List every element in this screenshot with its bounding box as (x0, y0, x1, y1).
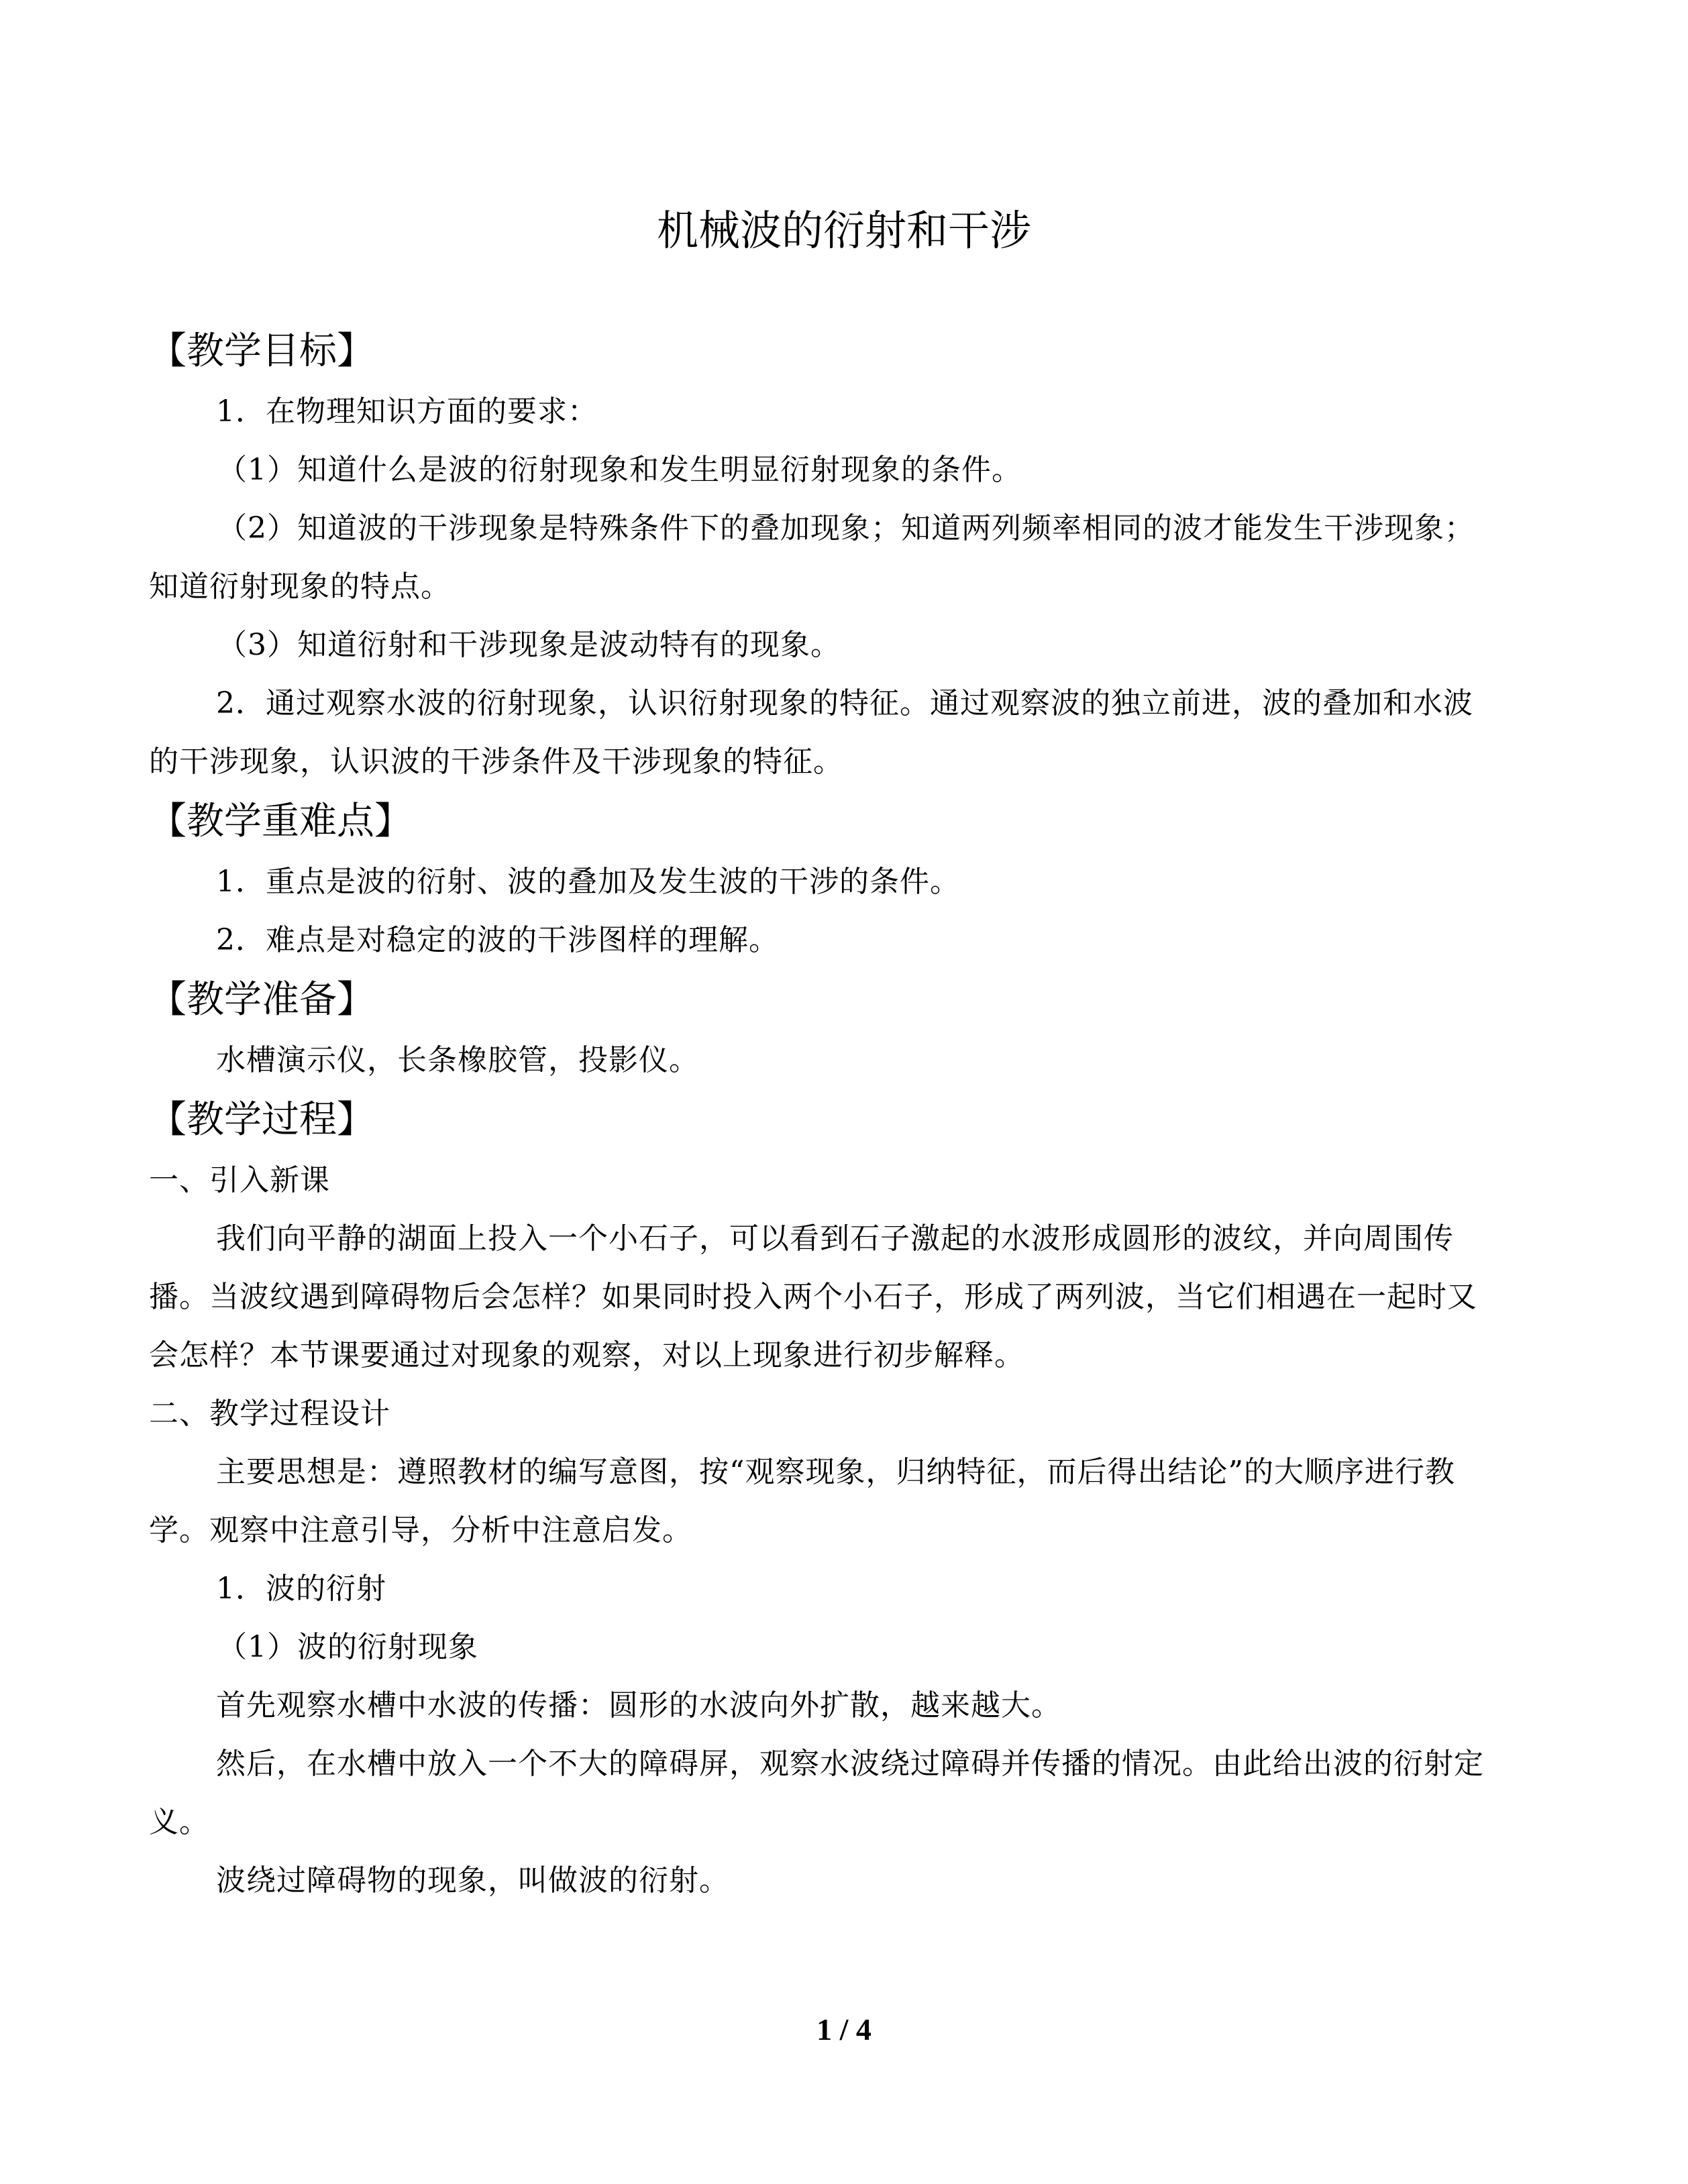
section-heading-objectives: 【教学目标】 (149, 329, 374, 373)
process-subsection-1-title: 一、引入新课 (149, 1163, 330, 1197)
objectives-item-1-2: （2）知道波的干涉现象是特殊条件下的叠加现象；知道两列频率相同的波才能发生干涉现象；知道衍射现象的特点。 (149, 511, 1475, 604)
key-point-2: 2．难点是对稳定的波的干涉图样的理解。 (216, 923, 779, 957)
key-point-1: 1．重点是波的衍射、波的叠加及发生波的干涉的条件。 (216, 865, 960, 899)
document-body (149, 321, 1491, 1910)
process-text-obstacle: 然后，在水槽中放入一个不大的障碍屏，观察水波绕过障碍并传播的情况。由此给出波的衍射定义。 (149, 1747, 1484, 1839)
page-number: 1 / 4 (816, 2012, 872, 2046)
process-subsection-2-title: 二、教学过程设计 (149, 1397, 390, 1431)
process-item-diffraction: 1．波的衍射 (216, 1572, 386, 1606)
process-item-diffraction-phenomenon: （1）波的衍射现象 (217, 1630, 478, 1664)
process-text-observe: 首先观察水槽中水波的传播：圆形的水波向外扩散，越来越大。 (216, 1688, 1061, 1723)
preparation-text: 水槽演示仪，长条橡胶管，投影仪。 (216, 1043, 699, 1077)
objectives-item-2: 2．通过观察水波的衍射现象，认识衍射现象的特征。通过观察波的独立前进，波的叠加和水波的干涉现象，认识波的干涉条件及干涉现象的特征。 (149, 686, 1473, 779)
process-subsection-2-text: 主要思想是：遵照教材的编写意图，按“观察现象，归纳特征，而后得出结论”的大顺序进行教学。观察中注意引导，分析中注意启发。 (149, 1455, 1455, 1547)
section-heading-preparation: 【教学准备】 (149, 978, 374, 1022)
objectives-item-1-3: （3）知道衍射和干涉现象是波动特有的现象。 (217, 628, 841, 662)
objectives-item-1-1: （1）知道什么是波的衍射现象和发生明显衍射现象的条件。 (217, 453, 1022, 487)
section-heading-process: 【教学过程】 (149, 1098, 374, 1142)
section-heading-key-points: 【教学重难点】 (149, 800, 412, 843)
document-title: 机械波的衍射和干涉 (656, 206, 1031, 255)
objectives-item-1: 1．在物理知识方面的要求： (216, 394, 598, 429)
process-text-definition: 波绕过障碍物的现象，叫做波的衍射。 (216, 1863, 729, 1898)
process-subsection-1-text: 我们向平静的湖面上投入一个小石子，可以看到石子激起的水波形成圆形的波纹，并向周围传播。当波纹遇到障碍物后会怎样？如果同时投入两个小石子，形成了两列波，当它们相遇在一起时又会怎样？本节课要通过对现象的观察，对以上现象进行初步解释。 (149, 1221, 1477, 1372)
